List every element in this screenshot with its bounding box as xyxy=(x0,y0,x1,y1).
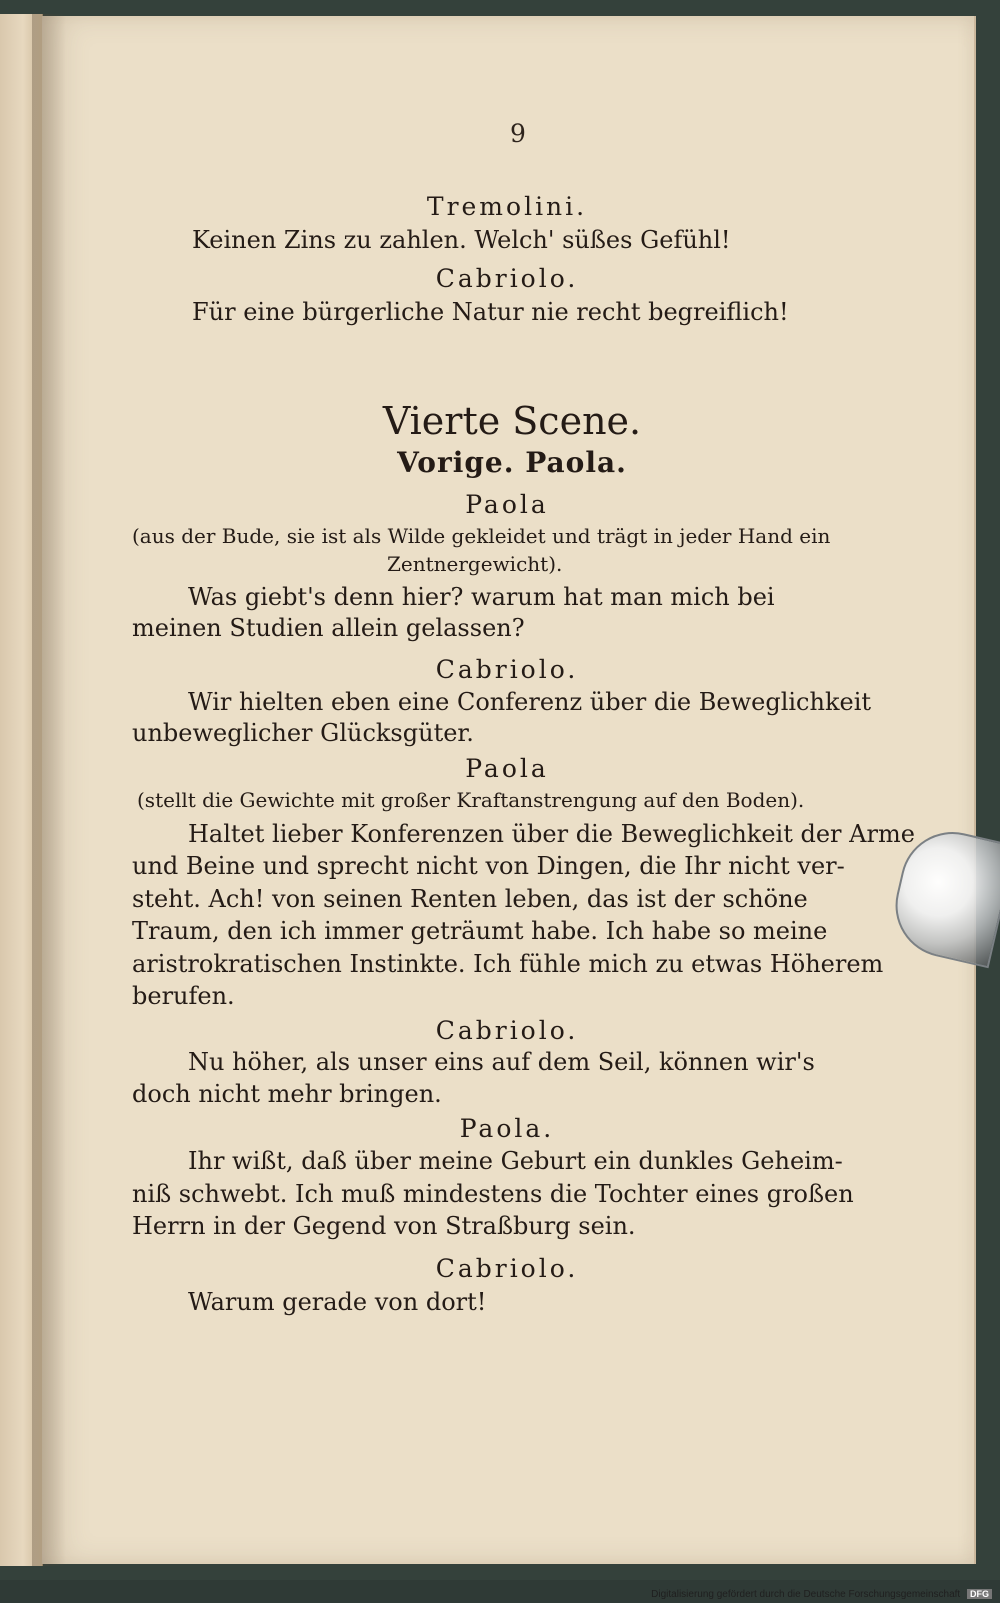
dialogue-line-12: berufen. xyxy=(132,982,235,1010)
footer-text: Digitalisierung gefördert durch die Deutsche Forschungsgemeinschaft xyxy=(651,1589,961,1600)
book-page xyxy=(42,16,976,1564)
speaker-heading-3: Paola xyxy=(465,490,549,519)
scene-cast: Vorige. Paola. xyxy=(397,446,627,479)
stage-direction-line-3: (stellt die Gewichte mit großer Kraftanstrengung auf den Boden). xyxy=(137,788,805,812)
speaker-heading-2: Cabriolo. xyxy=(435,264,579,293)
page-number: 9 xyxy=(510,119,526,148)
dialogue-line-7: Haltet lieber Konferenzen über die Beweglichkeit der Arme xyxy=(188,820,915,848)
dialogue-line-13: Nu höher, als unser eins auf dem Seil, können wir's xyxy=(188,1048,815,1076)
dialogue-line-16: niß schwebt. Ich muß mindestens die Tochter eines großen xyxy=(132,1180,854,1208)
digitization-footer xyxy=(651,1589,992,1600)
stage-direction-line-1: (aus der Bude, sie ist als Wilde gekleidet und trägt in jeder Hand ein xyxy=(132,524,831,548)
dialogue-line-6: unbeweglicher Glücksgüter. xyxy=(132,719,474,747)
speaker-heading-5: Paola xyxy=(465,754,549,783)
scene-title: Vierte Scene. xyxy=(382,399,642,443)
dialogue-line-15: Ihr wißt, daß über meine Geburt ein dunkles Geheim- xyxy=(188,1147,843,1175)
speaker-heading-7: Paola. xyxy=(459,1114,555,1143)
dialogue-line-18: Warum gerade von dort! xyxy=(188,1288,487,1316)
dialogue-line-14: doch nicht mehr bringen. xyxy=(132,1080,442,1108)
speaker-heading-1: Tremolini. xyxy=(426,192,588,221)
left-page-edge xyxy=(0,14,43,1566)
stage-direction-line-2: Zentnergewicht). xyxy=(387,552,563,576)
dialogue-line-4: meinen Studien allein gelassen? xyxy=(132,614,525,642)
dialogue-line-8: und Beine und sprecht nicht von Dingen, die Ihr nicht ver- xyxy=(132,852,845,880)
dialogue-line-10: Traum, den ich immer geträumt habe. Ich habe so meine xyxy=(132,917,828,945)
dialogue-line-5: Wir hielten eben eine Conferenz über die Beweglichkeit xyxy=(188,688,872,716)
speaker-heading-6: Cabriolo. xyxy=(435,1016,579,1045)
dialogue-line-3: Was giebt's denn hier? warum hat man mich bei xyxy=(188,583,775,611)
dialogue-line-17: Herrn in der Gegend von Straßburg sein. xyxy=(132,1212,636,1240)
dfg-logo-icon: DFG xyxy=(967,1589,992,1599)
dialogue-line-1: Keinen Zins zu zahlen. Welch' süßes Gefühl! xyxy=(192,226,731,254)
dialogue-line-9: steht. Ach! von seinen Renten leben, das ist der schöne xyxy=(132,885,808,913)
dialogue-line-11: aristrokratischen Instinkte. Ich fühle mich zu etwas Höherem xyxy=(132,950,884,978)
speaker-heading-8: Cabriolo. xyxy=(435,1254,579,1283)
speaker-heading-4: Cabriolo. xyxy=(435,655,579,684)
dialogue-line-2: Für eine bürgerliche Natur nie recht begreiflich! xyxy=(192,298,789,326)
